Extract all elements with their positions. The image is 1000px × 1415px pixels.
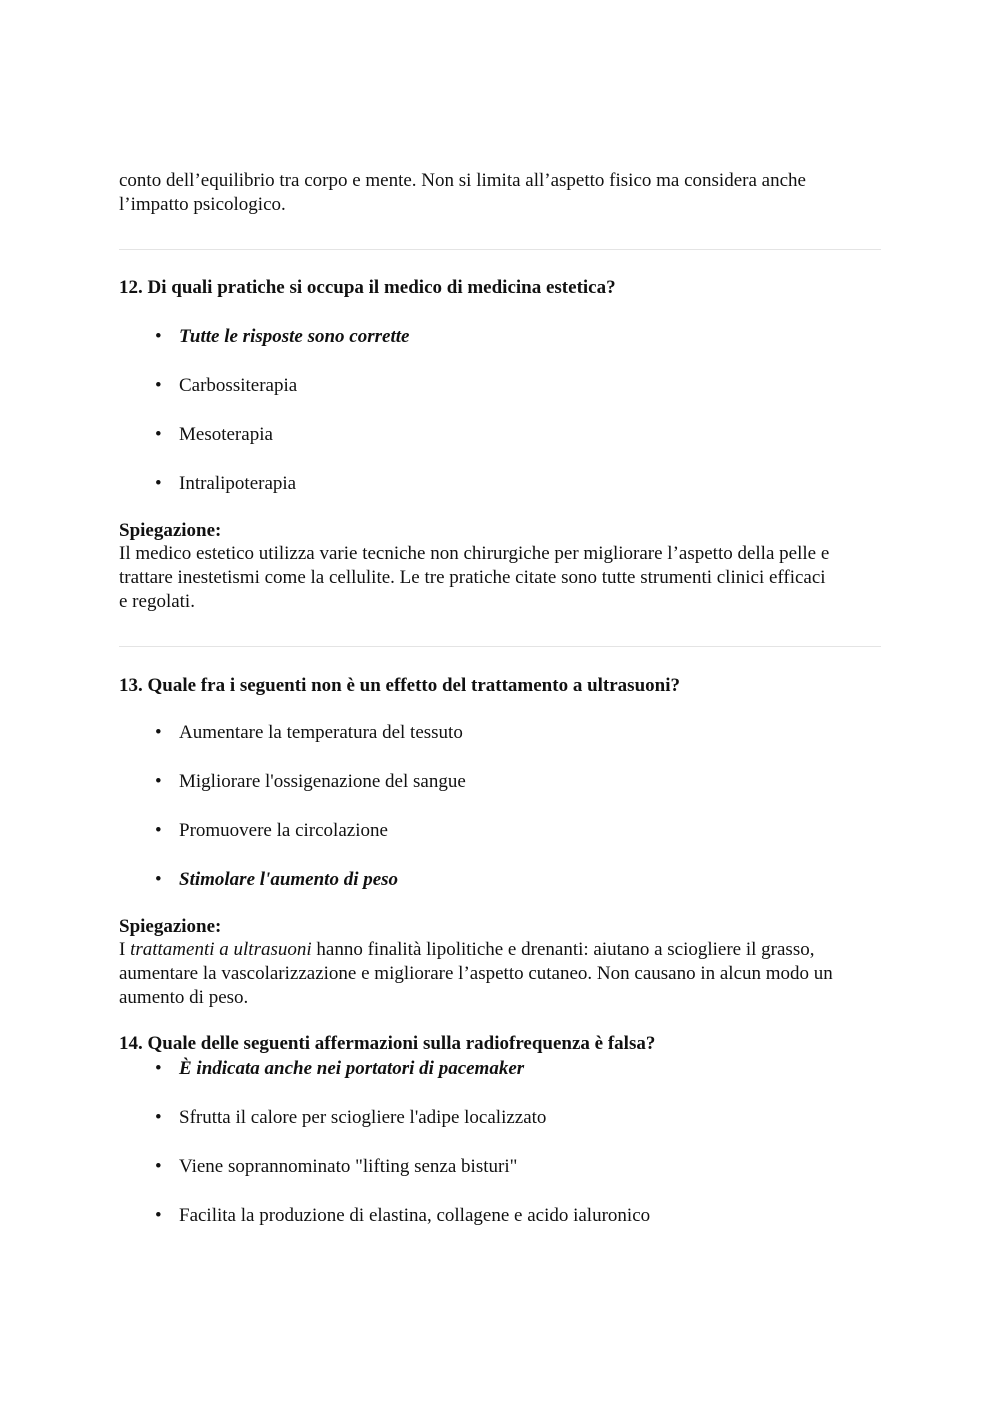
bullet-icon: • [155, 326, 162, 347]
bullet-icon: • [155, 820, 162, 841]
option-text: Mesoterapia [179, 424, 273, 445]
intro-line: conto dell’equilibrio tra corpo e mente. Non si limita all’aspetto fisico ma considera anche [119, 170, 806, 191]
divider [119, 249, 881, 250]
explanation-text: hanno finalità lipolitiche e drenanti: aiutano a sciogliere il grasso, [311, 939, 815, 960]
bullet-icon: • [155, 424, 162, 445]
bullet-icon: • [155, 1205, 162, 1226]
intro-paragraph [119, 169, 881, 217]
question-14-option [155, 1155, 517, 1179]
option-text: Stimolare l'aumento di peso [179, 869, 399, 890]
option-text: Intralipoterapia [179, 473, 297, 494]
explanation-line: aumentare la vascolarizzazione e migliorare l’aspetto cutaneo. Non causano in alcun modo un [119, 963, 833, 984]
bullet-icon: • [155, 1156, 162, 1177]
question-14-title: 14. Quale delle seguenti affermazioni sulla radiofrequenza è falsa? [119, 1033, 656, 1054]
question-14-option [155, 1204, 650, 1228]
bullet-icon: • [155, 771, 162, 792]
explanation-line: aumento di peso. [119, 987, 249, 1008]
question-12-title: 12. Di quali pratiche si occupa il medico di medicina estetica? [119, 277, 616, 298]
question-12-option [155, 325, 409, 349]
bullet-icon: • [155, 722, 162, 743]
divider [119, 646, 881, 647]
question-13-title: 13. Quale fra i seguenti non è un effetto del trattamento a ultrasuoni? [119, 675, 680, 696]
question-14-option [155, 1106, 546, 1130]
explanation-line: Il medico estetico utilizza varie tecniche non chirurgiche per migliorare l’aspetto della pelle e [119, 543, 830, 564]
option-text: Sfrutta il calore per sciogliere l'adipe localizzato [179, 1107, 547, 1128]
question-13-option [155, 868, 398, 892]
option-text: È indicata anche nei portatori di pacemaker [179, 1058, 525, 1079]
question-13-option [155, 770, 466, 794]
option-text: Carbossiterapia [179, 375, 298, 396]
question-13-option [155, 819, 388, 843]
question-13-explanation-label: Spiegazione: [119, 916, 222, 937]
bullet-icon: • [155, 1107, 162, 1128]
explanation-line: e regolati. [119, 591, 195, 612]
bullet-icon: • [155, 473, 162, 494]
question-12-explanation-label: Spiegazione: [119, 520, 222, 541]
question-12-option [155, 374, 297, 398]
option-text: Aumentare la temperatura del tessuto [179, 722, 463, 743]
explanation-line: trattare inestetismi come la cellulite. Le tre pratiche citate sono tutte strumenti clinici efficaci [119, 567, 826, 588]
intro-line: l’impatto psicologico. [119, 194, 286, 215]
question-13-explanation [119, 938, 881, 1010]
question-12-explanation [119, 542, 881, 614]
option-text: Promuovere la circolazione [179, 820, 388, 841]
bullet-icon: • [155, 375, 162, 396]
question-13-option [155, 721, 463, 745]
bullet-icon: • [155, 1058, 162, 1079]
question-14-option [155, 1057, 524, 1081]
explanation-emphasis: trattamenti a ultrasuoni [130, 939, 312, 960]
option-text: Facilita la produzione di elastina, collagene e acido ialuronico [179, 1205, 651, 1226]
question-12-option [155, 423, 273, 447]
option-text: Migliorare l'ossigenazione del sangue [179, 771, 466, 792]
bullet-icon: • [155, 869, 162, 890]
explanation-text: I [119, 939, 131, 960]
option-text: Tutte le risposte sono corrette [179, 326, 410, 347]
question-12-option [155, 472, 296, 496]
option-text: Viene soprannominato "lifting senza bisturi" [179, 1156, 518, 1177]
